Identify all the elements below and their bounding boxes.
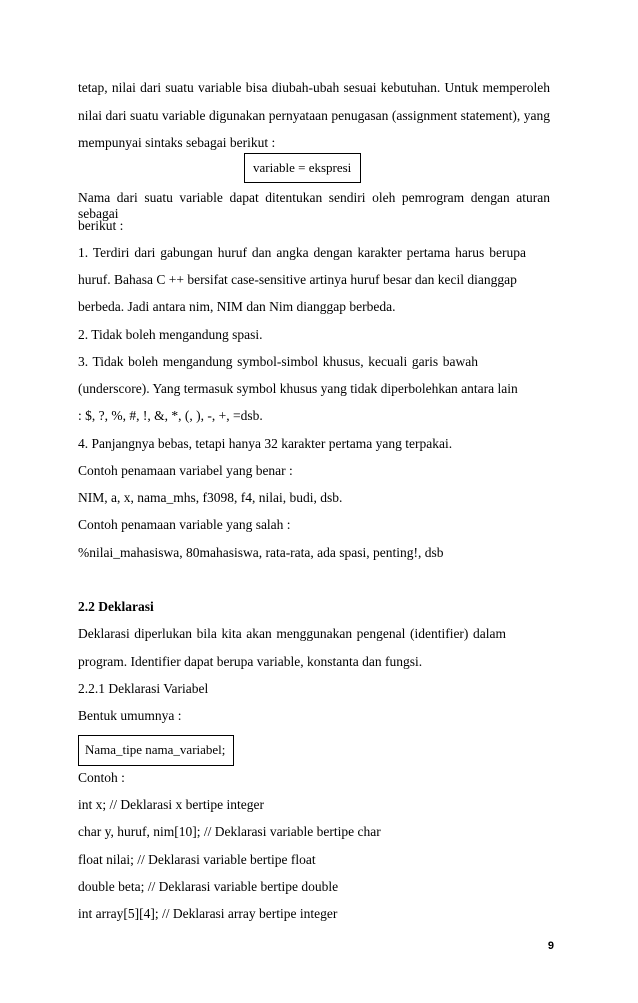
rule-line: berbeda. Jadi antara nim, NIM dan Nim dianggap berbeda. bbox=[78, 299, 396, 314]
section-heading: 2.2 Deklarasi bbox=[78, 599, 154, 614]
paragraph-line: tetap, nilai dari suatu variable bisa diubah-ubah sesuai kebutuhan. Untuk memperoleh bbox=[78, 80, 550, 95]
form-label: Bentuk umumnya : bbox=[78, 708, 182, 723]
example-label: Contoh penamaan variable yang salah : bbox=[78, 517, 291, 532]
example-text: NIM, a, x, nama_mhs, f3098, f4, nilai, budi, dsb. bbox=[78, 490, 343, 505]
code-example: double beta; // Deklarasi variable bertipe double bbox=[78, 879, 339, 894]
rule-line: 2. Tidak boleh mengandung spasi. bbox=[78, 327, 263, 342]
subsection-heading: 2.2.1 Deklarasi Variabel bbox=[78, 681, 209, 696]
example-label: Contoh : bbox=[78, 770, 125, 785]
paragraph-line: berikut : bbox=[78, 218, 124, 233]
code-example: char y, huruf, nim[10]; // Deklarasi variable bertipe char bbox=[78, 824, 381, 839]
page-number: 9 bbox=[547, 940, 554, 952]
code-example: int array[5][4]; // Deklarasi array bertipe integer bbox=[78, 906, 338, 921]
form-box: Nama_tipe nama_variabel; bbox=[78, 735, 234, 766]
example-text: %nilai_mahasiswa, 80mahasiswa, rata-rata, ada spasi, penting!, dsb bbox=[78, 545, 444, 560]
example-label: Contoh penamaan variabel yang benar : bbox=[78, 463, 293, 478]
code-example: float nilai; // Deklarasi variable bertipe float bbox=[78, 852, 316, 867]
paragraph-line: program. Identifier dapat berupa variable, konstanta dan fungsi. bbox=[78, 654, 423, 669]
rule-line: 4. Panjangnya bebas, tetapi hanya 32 karakter pertama yang terpakai. bbox=[78, 436, 453, 451]
code-example: int x; // Deklarasi x bertipe integer bbox=[78, 797, 264, 812]
paragraph-line: Nama dari suatu variable dapat ditentukan sendiri oleh pemrogram dengan aturan sebagai bbox=[78, 190, 550, 221]
rule-line: (underscore). Yang termasuk symbol khusus yang tidak diperbolehkan antara lain bbox=[78, 381, 518, 396]
rule-line: 3. Tidak boleh mengandung symbol-simbol khusus, kecuali garis bawah bbox=[78, 354, 478, 369]
rule-line: huruf. Bahasa C ++ bersifat case-sensitive artinya huruf besar dan kecil dianggap bbox=[78, 272, 517, 287]
rule-line: : $, ?, %, #, !, &, *, (, ), -, +, =dsb. bbox=[78, 408, 263, 423]
paragraph-line: mempunyai sintaks sebagai berikut : bbox=[78, 135, 276, 150]
paragraph-line: nilai dari suatu variable digunakan pernyataan penugasan (assignment statement), yang bbox=[78, 108, 550, 123]
rule-line: 1. Terdiri dari gabungan huruf dan angka dengan karakter pertama harus berupa bbox=[78, 245, 526, 260]
paragraph-line: Deklarasi diperlukan bila kita akan menggunakan pengenal (identifier) dalam bbox=[78, 626, 506, 641]
syntax-box: variable = ekspresi bbox=[244, 153, 361, 183]
